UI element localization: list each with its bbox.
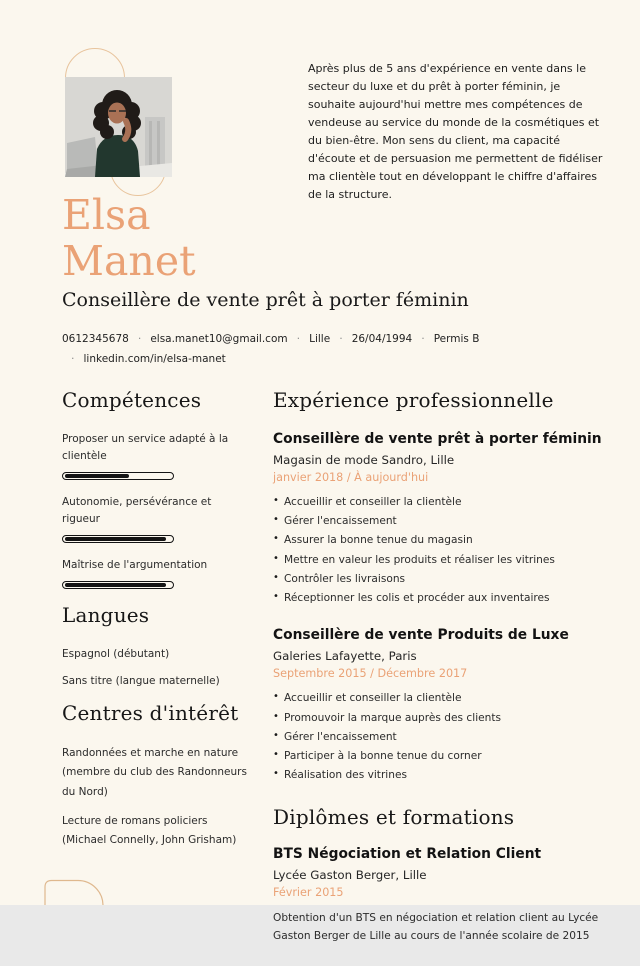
experience-task: • Accueillir et conseiller la clientèle bbox=[273, 495, 609, 510]
skill-label: Autonomie, persévérance et rigueur bbox=[62, 496, 212, 525]
experience-task: • Assurer la bonne tenue du magasin bbox=[273, 533, 609, 548]
experience-entry bbox=[273, 627, 609, 783]
email-link[interactable]: elsa.manet10@gmail.com bbox=[150, 332, 288, 345]
experience-task: • Réalisation des vitrines bbox=[273, 768, 609, 783]
skill-level-fill bbox=[65, 474, 129, 478]
education-degree-title: BTS Négociation et Relation Client bbox=[273, 845, 542, 862]
interests-section-heading: Centres d'intérêt bbox=[62, 700, 239, 725]
skill-level-fill bbox=[65, 537, 167, 541]
decorative-corner-shape bbox=[40, 876, 120, 905]
skill-level-bar bbox=[62, 472, 174, 480]
experience-period: janvier 2018 / À aujourd'hui bbox=[273, 470, 429, 484]
education-section-heading: Diplômes et formations bbox=[273, 804, 515, 829]
experience-task-list bbox=[273, 691, 609, 783]
candidate-name bbox=[62, 192, 196, 285]
dot-separator-icon: · bbox=[421, 332, 425, 345]
skill-item bbox=[62, 431, 254, 480]
languages-section-heading: Langues bbox=[62, 603, 150, 627]
skill-label: Proposer un service adapté à la clientèle bbox=[62, 433, 229, 462]
skills-section-heading: Compétences bbox=[62, 388, 202, 412]
education-description: Obtention d'un BTS en négociation et relation client au Lycée Gaston Berger de Lille au cours de l'année scolaire de 2015 bbox=[273, 911, 599, 942]
dot-separator-icon: · bbox=[71, 352, 75, 365]
skill-level-fill bbox=[65, 583, 167, 587]
contact-linkedin[interactable] bbox=[62, 352, 226, 365]
dot-separator-icon: · bbox=[137, 332, 142, 345]
experience-entry bbox=[273, 431, 609, 606]
experience-section-heading: Expérience professionnelle bbox=[273, 388, 554, 412]
experience-task: • Accueillir et conseiller la clientèle bbox=[273, 691, 609, 706]
skill-level-bar bbox=[62, 535, 174, 543]
experience-company: Magasin de mode Sandro, Lille bbox=[273, 452, 455, 467]
skill-item bbox=[62, 557, 254, 589]
experience-task: • Gérer l'encaissement bbox=[273, 730, 609, 745]
language-item: Espagnol (débutant) bbox=[62, 648, 170, 660]
experience-task: • Réceptionner les colis et procéder aux inventaires bbox=[273, 591, 609, 606]
candidate-last-name: Manet bbox=[62, 237, 196, 286]
dot-separator-icon: · bbox=[339, 332, 343, 345]
experience-task: • Participer à la bonne tenue du corner bbox=[273, 749, 609, 764]
candidate-first-name: Elsa bbox=[62, 191, 151, 239]
left-column bbox=[62, 388, 254, 861]
education-entry bbox=[273, 846, 609, 945]
candidate-job-title: Conseillère de vente prêt à porter féminin bbox=[62, 289, 469, 311]
linkedin-link[interactable]: linkedin.com/in/elsa-manet bbox=[83, 352, 226, 365]
skill-label: Maîtrise de l'argumentation bbox=[62, 559, 208, 571]
experience-company: Galeries Lafayette, Paris bbox=[273, 649, 417, 664]
profile-photo-illustration bbox=[65, 77, 172, 177]
contact-driving-permit: · Permis B bbox=[421, 332, 480, 345]
contact-birth-date: · 26/04/1994 bbox=[339, 332, 413, 345]
interest-item: Randonnées et marche en nature (membre du club des Randonneurs du Nord) bbox=[62, 746, 247, 798]
languages-section bbox=[62, 603, 254, 691]
education-period: Février 2015 bbox=[273, 885, 344, 899]
interests-section bbox=[62, 701, 254, 851]
experience-period: Septembre 2015 / Décembre 2017 bbox=[273, 667, 468, 681]
experience-task: • Gérer l'encaissement bbox=[273, 514, 609, 529]
skill-level-bar bbox=[62, 581, 174, 589]
experience-job-title: Conseillère de vente prêt à porter féminin bbox=[273, 431, 602, 447]
interest-item: Lecture de romans policiers (Michael Connelly, John Grisham) bbox=[62, 814, 237, 847]
experience-task: • Mettre en valeur les produits et réaliser les vitrines bbox=[273, 553, 609, 568]
dot-separator-icon: · bbox=[296, 332, 301, 345]
experience-job-title: Conseillère de vente Produits de Luxe bbox=[273, 627, 569, 644]
education-school: Lycée Gaston Berger, Lille bbox=[273, 867, 427, 882]
profile-photo bbox=[65, 77, 172, 177]
experience-task-list bbox=[273, 495, 609, 607]
contact-email[interactable] bbox=[129, 332, 288, 345]
experience-task: • Contrôler les livraisons bbox=[273, 572, 609, 587]
right-column bbox=[273, 388, 609, 966]
language-item: Sans titre (langue maternelle) bbox=[62, 674, 220, 687]
contact-phone: 0612345678 bbox=[62, 332, 129, 345]
experience-task: • Promouvoir la marque auprès des clients bbox=[273, 711, 609, 726]
contact-info bbox=[62, 332, 567, 365]
profile-summary: Après plus de 5 ans d'expérience en vente dans le secteur du luxe et du prêt à porter féminin, je souhaite aujourd'hui mettre mes compétences de vendeuse au service du monde de la cosmétiques et du bien-être. Mon sens du client, ma capacité d'écoute et de persuasion me permettent de fidéliser ma clientèle tout en développant le chiffre d'affaires de la structure. bbox=[308, 62, 603, 202]
contact-location: · Lille bbox=[296, 332, 331, 345]
skill-item bbox=[62, 494, 254, 543]
